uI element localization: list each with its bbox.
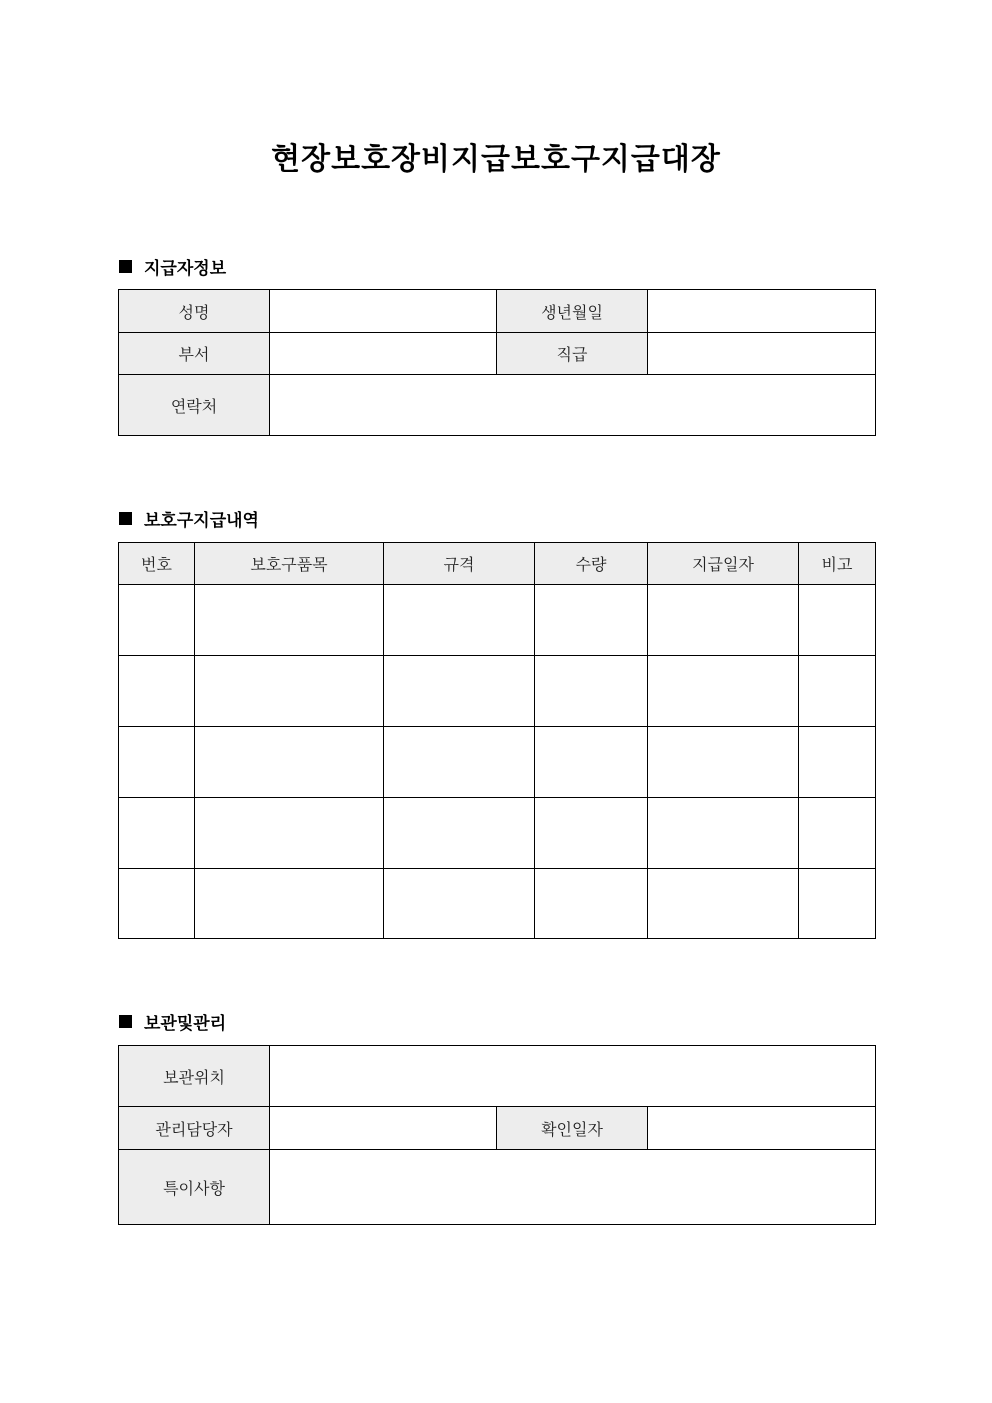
field-name[interactable] <box>270 290 497 333</box>
section-heading-issuance-label: 보호구지급내역 <box>144 511 259 531</box>
label-location: 보관위치 <box>119 1046 270 1107</box>
field-position[interactable] <box>648 333 876 375</box>
column-header-quantity: 수량 <box>535 543 648 585</box>
field-confirm-date[interactable] <box>648 1107 876 1150</box>
cell-item[interactable] <box>195 585 384 656</box>
cell-remarks[interactable] <box>799 585 876 656</box>
square-bullet-icon <box>119 260 132 273</box>
label-manager: 관리담당자 <box>119 1107 270 1150</box>
cell-item[interactable] <box>195 727 384 798</box>
column-header-issue-date: 지급일자 <box>648 543 799 585</box>
cell-number[interactable] <box>119 656 195 727</box>
label-notes: 특이사항 <box>119 1150 270 1225</box>
cell-remarks[interactable] <box>799 727 876 798</box>
field-contact[interactable] <box>270 375 876 436</box>
section-heading-issuance <box>119 506 259 531</box>
cell-issue-date[interactable] <box>648 656 799 727</box>
field-department[interactable] <box>270 333 497 375</box>
label-position: 직급 <box>497 333 648 375</box>
cell-remarks[interactable] <box>799 798 876 869</box>
storage-table <box>118 1045 876 1225</box>
cell-quantity[interactable] <box>535 656 648 727</box>
cell-item[interactable] <box>195 798 384 869</box>
cell-item[interactable] <box>195 869 384 939</box>
field-location[interactable] <box>270 1046 876 1107</box>
section-heading-storage-label: 보관및관리 <box>144 1014 227 1034</box>
label-birth: 생년월일 <box>497 290 648 333</box>
table-row <box>119 656 876 727</box>
square-bullet-icon <box>119 512 132 525</box>
page-title: 현장보호장비지급보호구지급대장 <box>271 142 721 177</box>
cell-number[interactable] <box>119 798 195 869</box>
label-name: 성명 <box>119 290 270 333</box>
cell-spec[interactable] <box>384 869 535 939</box>
cell-spec[interactable] <box>384 585 535 656</box>
cell-number[interactable] <box>119 585 195 656</box>
column-header-remarks: 비고 <box>799 543 876 585</box>
cell-spec[interactable] <box>384 727 535 798</box>
cell-quantity[interactable] <box>535 869 648 939</box>
square-bullet-icon <box>119 1015 132 1028</box>
cell-spec[interactable] <box>384 798 535 869</box>
table-row <box>119 798 876 869</box>
cell-issue-date[interactable] <box>648 798 799 869</box>
cell-spec[interactable] <box>384 656 535 727</box>
column-header-spec: 규격 <box>384 543 535 585</box>
issuance-header-row <box>119 543 876 585</box>
section-heading-recipient <box>119 254 226 279</box>
label-contact: 연락처 <box>119 375 270 436</box>
issuance-table <box>118 542 876 939</box>
cell-item[interactable] <box>195 656 384 727</box>
label-department: 부서 <box>119 333 270 375</box>
cell-quantity[interactable] <box>535 727 648 798</box>
field-manager[interactable] <box>270 1107 497 1150</box>
section-heading-storage <box>119 1009 226 1034</box>
table-row <box>119 585 876 656</box>
field-notes[interactable] <box>270 1150 876 1225</box>
cell-issue-date[interactable] <box>648 727 799 798</box>
column-header-item: 보호구품목 <box>195 543 384 585</box>
cell-issue-date[interactable] <box>648 869 799 939</box>
cell-issue-date[interactable] <box>648 585 799 656</box>
cell-remarks[interactable] <box>799 869 876 939</box>
label-confirm-date: 확인일자 <box>497 1107 648 1150</box>
cell-quantity[interactable] <box>535 798 648 869</box>
table-row <box>119 869 876 939</box>
cell-number[interactable] <box>119 869 195 939</box>
section-heading-recipient-label: 지급자정보 <box>144 259 227 279</box>
cell-number[interactable] <box>119 727 195 798</box>
cell-quantity[interactable] <box>535 585 648 656</box>
recipient-info-table <box>118 289 876 436</box>
column-header-number: 번호 <box>119 543 195 585</box>
cell-remarks[interactable] <box>799 656 876 727</box>
field-birth[interactable] <box>648 290 876 333</box>
table-row <box>119 727 876 798</box>
